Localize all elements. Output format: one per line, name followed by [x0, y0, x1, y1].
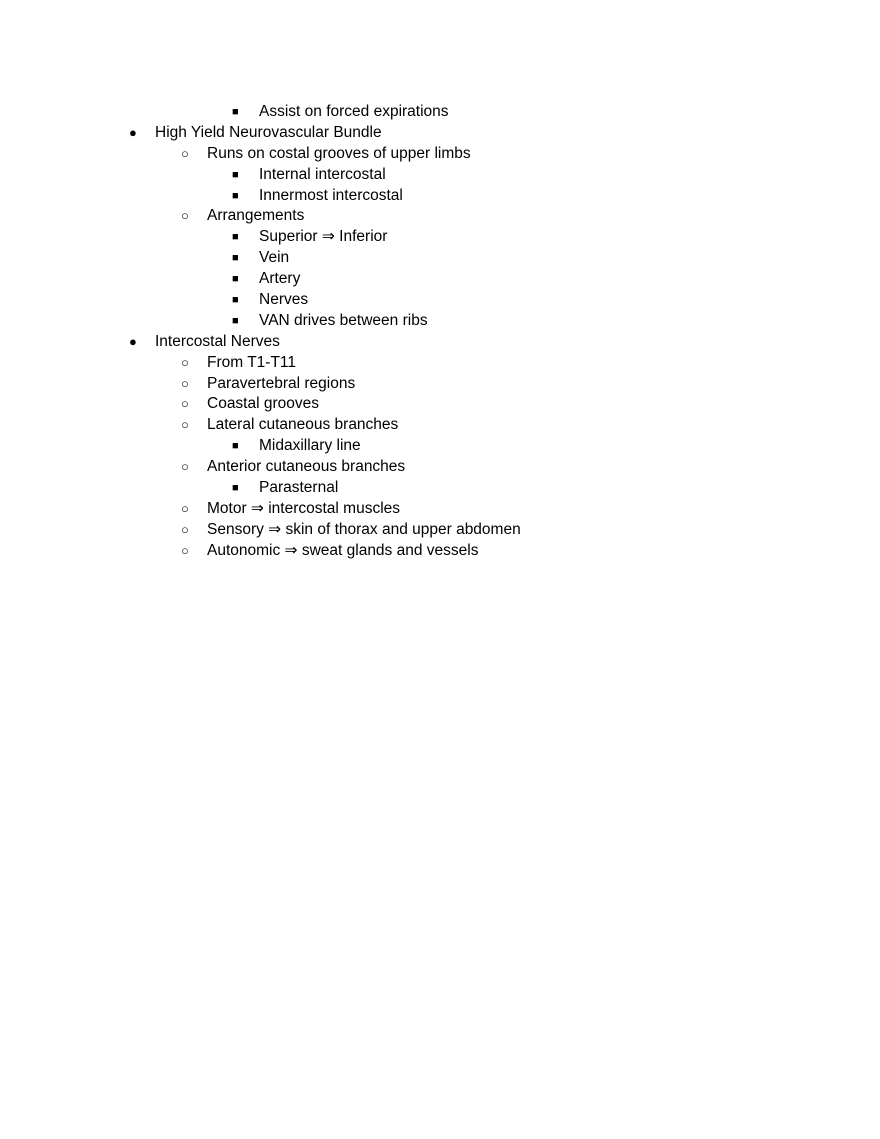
list-item: [0, 520, 880, 541]
list-item: [0, 269, 880, 290]
list-item-text: Coastal grooves: [207, 395, 320, 413]
list-item: [0, 165, 880, 186]
list-item-text: Assist on forced expirations: [259, 103, 449, 120]
list-item: [0, 457, 880, 478]
list-item: [0, 499, 880, 520]
list-item: [0, 227, 880, 248]
list-item: [0, 206, 880, 227]
bullet-icon: ■: [232, 440, 239, 453]
list-item-text: Sensory ⇒ skin of thorax and upper abdomen: [207, 520, 521, 538]
list-item: [0, 102, 880, 123]
bullet-icon: ○: [181, 375, 189, 391]
bullet-icon: ○: [181, 208, 189, 224]
list-item-text: Intercostal Nerves: [155, 332, 280, 350]
list-item-text: Arrangements: [207, 207, 305, 225]
list-item: [0, 394, 880, 415]
bullet-icon: ■: [232, 482, 239, 495]
bullet-icon: ■: [232, 252, 239, 265]
bullet-icon: ○: [181, 500, 189, 516]
list-item: [0, 144, 880, 165]
list-item: [0, 353, 880, 374]
list-item-text: Internal intercostal: [259, 165, 386, 183]
list-item-text: Runs on costal grooves of upper limbs: [207, 144, 471, 162]
list-item-text: Anterior cutaneous branches: [207, 458, 406, 476]
list-item-text: Superior ⇒ Inferior: [259, 228, 388, 246]
bullet-icon: ●: [129, 124, 137, 140]
list-item-text: Lateral cutaneous branches: [207, 416, 399, 434]
bullet-icon: ■: [232, 231, 239, 244]
bullet-icon: ○: [181, 459, 189, 475]
bullet-icon: ○: [181, 145, 189, 161]
bullet-icon: ■: [232, 168, 239, 181]
bullet-icon: ○: [181, 542, 189, 558]
bullet-icon: ○: [181, 417, 189, 433]
list-item: [0, 290, 880, 311]
list-item-text: Paravertebral regions: [207, 374, 356, 392]
bullet-icon: ■: [232, 314, 239, 327]
list-item-text: Midaxillary line: [259, 437, 361, 455]
list-item-text: From T1-T11: [207, 353, 296, 371]
bullet-icon: ■: [232, 189, 239, 202]
list-item-text: Motor ⇒ intercostal muscles: [207, 499, 401, 517]
list-item: [0, 436, 880, 457]
bullet-icon: ■: [232, 294, 239, 307]
list-item-text: Parasternal: [259, 479, 339, 497]
list-item-text: High Yield Neurovascular Bundle: [155, 123, 382, 141]
list-item-text: Autonomic ⇒ sweat glands and vessels: [207, 541, 479, 559]
list-item-text: VAN drives between ribs: [259, 311, 428, 329]
list-item-text: Nerves: [259, 291, 309, 309]
bullet-icon: ○: [181, 396, 189, 412]
list-item: [0, 541, 880, 562]
list-item: [0, 123, 880, 144]
list-item: [0, 248, 880, 269]
list-item: [0, 374, 880, 395]
bullet-outline: [0, 102, 880, 562]
bullet-icon: ■: [232, 106, 239, 118]
list-item: [0, 415, 880, 436]
list-item: [0, 332, 880, 353]
list-item-text: Vein: [259, 249, 290, 267]
bullet-icon: ■: [232, 273, 239, 286]
bullet-icon: ●: [129, 333, 137, 349]
bullet-icon: ○: [181, 354, 189, 370]
list-item-text: Artery: [259, 270, 301, 288]
bullet-icon: ○: [181, 521, 189, 537]
list-item: [0, 311, 880, 332]
list-item: [0, 478, 880, 499]
list-item: [0, 186, 880, 207]
list-item-text: Innermost intercostal: [259, 186, 403, 204]
